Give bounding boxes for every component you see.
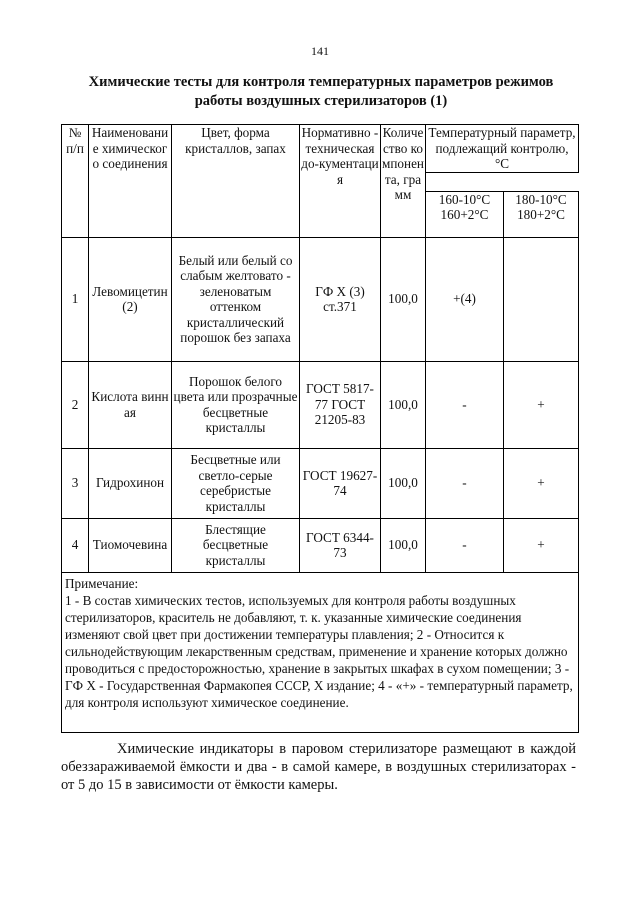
row-number: 4 <box>62 518 89 572</box>
row-number: 2 <box>62 361 89 448</box>
table-row <box>62 237 579 361</box>
header-temp-180-line1: 180-10°С <box>515 191 567 207</box>
title-line-2: работы воздушных стерилизаторов (1) <box>194 93 448 109</box>
row-norm-doc: ГФ Х (3) ст.371 <box>300 237 381 361</box>
row-temp-180: + <box>504 448 579 518</box>
row-norm-doc: ГОСТ 5817-77 ГОСТ 21205-83 <box>300 361 381 448</box>
title-line-1: Химические тесты для контроля температурных параметров режимов <box>88 74 554 90</box>
row-temp-180: + <box>504 518 579 572</box>
row-norm-doc: ГОСТ 6344-73 <box>300 518 381 572</box>
row-quantity: 100,0 <box>381 237 426 361</box>
header-color: Цвет, форма кристаллов, запах <box>172 125 300 238</box>
row-name: Тиомочевина <box>89 518 172 572</box>
row-quantity: 100,0 <box>381 448 426 518</box>
header-temperature-parameter: Температурный параметр, подлежащий контролю, °С <box>426 125 579 173</box>
row-color: Порошок белого цвета или прозрачные бесцветные кристаллы <box>172 361 300 448</box>
row-number: 3 <box>62 448 89 518</box>
table-note: Примечание: 1 - В состав химических тестов, используемых для контроля работы воздушных стерилизаторов, краситель не добавляют, т. к. указанные химические соединения изменяют свой цвет при достижении температуры плавления; 2 - Относится к сильнодействующим лекарственным средствам, применение и хранение которых должно проводиться с предосторожностью, хранение в закрытых шкафах в сухом помещении; 3 - ГФ Х - Государственная Фармакопея СССР, Х издание; 4 - «+» - температурный параметр, для контроля используют химическое соединение. <box>62 572 579 732</box>
document-title <box>60 73 582 111</box>
table-row <box>62 448 579 518</box>
header-temp-160-line1: 160-10°С <box>438 191 491 207</box>
row-quantity: 100,0 <box>381 518 426 572</box>
header-norm-doc: Нормативно - техническая до-кументация <box>300 125 381 238</box>
row-name: Кислота винная <box>89 361 172 448</box>
row-temp-160: +(4) <box>426 237 504 361</box>
page-number: 141 <box>311 44 329 58</box>
row-color: Блестящие бесцветные кристаллы <box>172 518 300 572</box>
tests-table <box>61 124 579 733</box>
header-quantity: Количество компонента, грамм <box>381 125 426 238</box>
row-temp-160: - <box>426 448 504 518</box>
header-temp-180-line2: 180+2°С <box>517 207 565 222</box>
row-number: 1 <box>62 237 89 361</box>
header-name: Наименование химического соединения <box>89 125 172 238</box>
row-color: Белый или белый со слабым желтовато - зеленоватым оттенком кристаллический порошок без запаха <box>172 237 300 361</box>
header-temp-160-line2: 160+2°С <box>440 207 489 222</box>
row-color: Бесцветные или светло-серые серебристые кристаллы <box>172 448 300 518</box>
header-number: № п/п <box>62 125 89 238</box>
row-name: Левомицетин (2) <box>89 237 172 361</box>
header-temp-160 <box>426 191 504 237</box>
row-temp-180: + <box>504 361 579 448</box>
table-row <box>62 361 579 448</box>
table-row <box>62 518 579 572</box>
row-norm-doc: ГОСТ 19627-74 <box>300 448 381 518</box>
row-quantity: 100,0 <box>381 361 426 448</box>
row-name: Гидрохинон <box>89 448 172 518</box>
row-temp-180 <box>504 237 579 361</box>
footer-paragraph: Химические индикаторы в паровом стерилизаторе размещают в каждой обеззараживаемой ёмкости и два - в самой камере, в воздушных стерилизаторах - от 5 до 15 в зависимости от ёмкости камеры. <box>61 741 576 793</box>
row-temp-160: - <box>426 361 504 448</box>
row-temp-160: - <box>426 518 504 572</box>
header-temp-180 <box>504 191 579 237</box>
